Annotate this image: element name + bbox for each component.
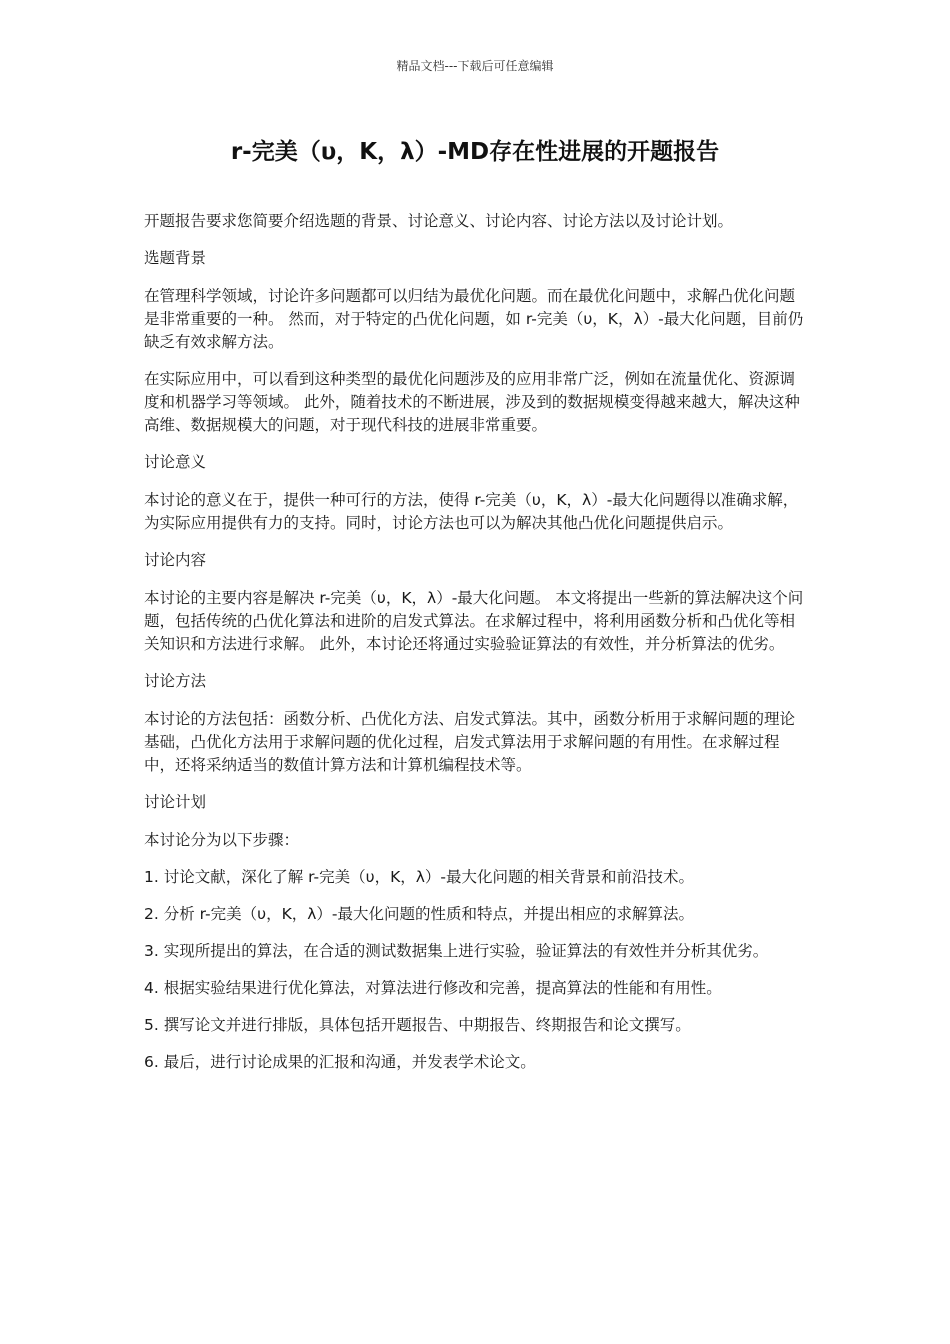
plan-step-3: 3. 实现所提出的算法，在合适的测试数据集上进行实验，验证算法的有效性并分析其优劣。 xyxy=(144,942,769,960)
section-heading-plan: 讨论计划 xyxy=(144,793,207,811)
section-heading-content: 讨论内容 xyxy=(144,551,207,569)
page-header: 精品文档---下载后可任意编辑 xyxy=(396,59,554,73)
method-paragraph: 本讨论的方法包括：函数分析、凸优化方法、启发式算法。其中，函数分析用于求解问题的理论基础，凸优化方法用于求解问题的优化过程，启发式算法用于求解问题的有用性。在求解过程中，还将采纳适当的数值计算方法和计算机编程技术等。 xyxy=(144,710,796,774)
document-body xyxy=(144,210,809,1088)
section-heading-significance: 讨论意义 xyxy=(144,453,207,471)
plan-step-4: 4. 根据实验结果进行优化算法，对算法进行修改和完善，提高算法的性能和有用性。 xyxy=(144,979,722,997)
plan-step-5: 5. 撰写论文并进行排版，具体包括开题报告、中期报告、终期报告和论文撰写。 xyxy=(144,1016,691,1034)
significance-paragraph: 本讨论的意义在于，提供一种可行的方法，使得 r-完美（υ，K，λ）-最大化问题得以准确求解，为实际应用提供有力的支持。同时，讨论方法也可以为解决其他凸优化问题提供启示。 xyxy=(144,491,799,532)
document-title: r-完美（υ，K，λ）-MD存在性进展的开题报告 xyxy=(230,139,720,165)
background-paragraph-1: 在管理科学领域，讨论许多问题都可以归结为最优化问题。而在最优化问题中，求解凸优化问题是非常重要的一种。 然而，对于特定的凸优化问题，如 r-完美（υ，K，λ）-最大化问题，目前仍缺乏有效求解方法。 xyxy=(144,287,804,351)
intro-paragraph: 开题报告要求您简要介绍选题的背景、讨论意义、讨论内容、讨论方法以及讨论计划。 xyxy=(144,212,734,230)
background-paragraph-2: 在实际应用中，可以看到这种类型的最优化问题涉及的应用非常广泛，例如在流量优化、资源调度和机器学习等领域。 此外，随着技术的不断进展，涉及到的数据规模变得越来越大，解决这种高维、数据规模大的问题，对于现代科技的进展非常重要。 xyxy=(144,370,800,434)
plan-step-6: 6. 最后，进行讨论成果的汇报和沟通，并发表学术论文。 xyxy=(144,1053,536,1071)
content-paragraph: 本讨论的主要内容是解决 r-完美（υ，K，λ）-最大化问题。 本文将提出一些新的算法解决这个问题，包括传统的凸优化算法和进阶的启发式算法。在求解过程中，将利用函数分析和凸优化等相关知识和方法进行求解。 此外，本讨论还将通过实验验证算法的有效性，并分析算法的优劣。 xyxy=(144,589,804,653)
plan-intro: 本讨论分为以下步骤： xyxy=(144,831,300,849)
section-heading-method: 讨论方法 xyxy=(144,672,207,690)
section-heading-background: 选题背景 xyxy=(144,249,207,267)
plan-step-1: 1. 讨论文献，深化了解 r-完美（υ，K，λ）-最大化问题的相关背景和前沿技术。 xyxy=(144,868,695,886)
plan-step-2: 2. 分析 r-完美（υ，K，λ）-最大化问题的性质和特点，并提出相应的求解算法。 xyxy=(144,905,695,923)
